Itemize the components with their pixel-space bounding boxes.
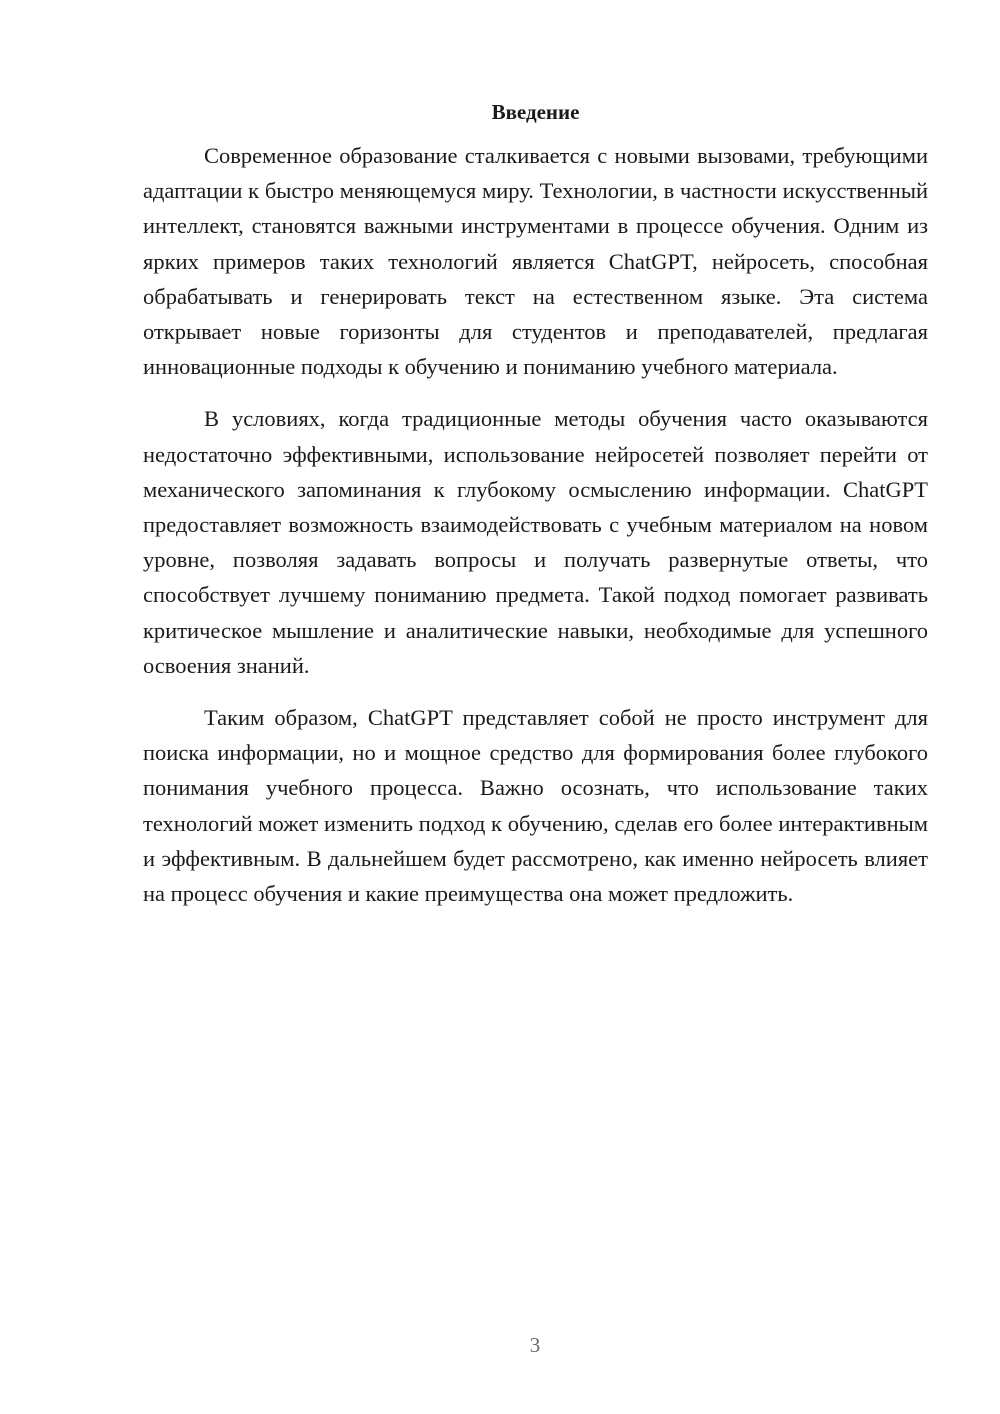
page-number: 3	[529, 1333, 541, 1357]
paragraph-3: Таким образом, ChatGPT представляет собой не просто инструмент для поиска информации, но и мощное средство для формирования более глубокого понимания учебного процесса. Важно осознать, что использование таких технологий может изменить подход к обучению, сделав его более интерактивным и эффективным. В дальнейшем будет рассмотрено, как именно нейросеть влияет на процесс обучения и какие преимущества она может предложить.	[143, 705, 928, 907]
paragraph-2: В условиях, когда традиционные методы обучения часто оказываются недостаточно эффективными, использование нейросетей позволяет перейти от механического запоминания к глубокому осмыслению информации. ChatGPT предоставляет возможность взаимодействовать с учебным материалом на новом уровне, позволяя задавать вопросы и получать развернутые ответы, что способствует лучшему пониманию предмета. Такой подход помогает развивать критическое мышление и аналитические навыки, необходимые для успешного освоения знаний.	[143, 406, 928, 678]
section-heading: Введение	[491, 100, 580, 124]
paragraph-1: Современное образование сталкивается с новыми вызовами, требующими адаптации к быстро меняющемуся миру. Технологии, в частности искусственный интеллект, становятся важными инструментами в процессе обучения. Одним из ярких примеров таких технологий является ChatGPT, нейросеть, способная обрабатывать и генерировать текст на естественном языке. Эта система открывает новые горизонты для студентов и преподавателей, предлагая инновационные подходы к обучению и пониманию учебного материала.	[143, 143, 928, 380]
page-content	[143, 96, 928, 928]
